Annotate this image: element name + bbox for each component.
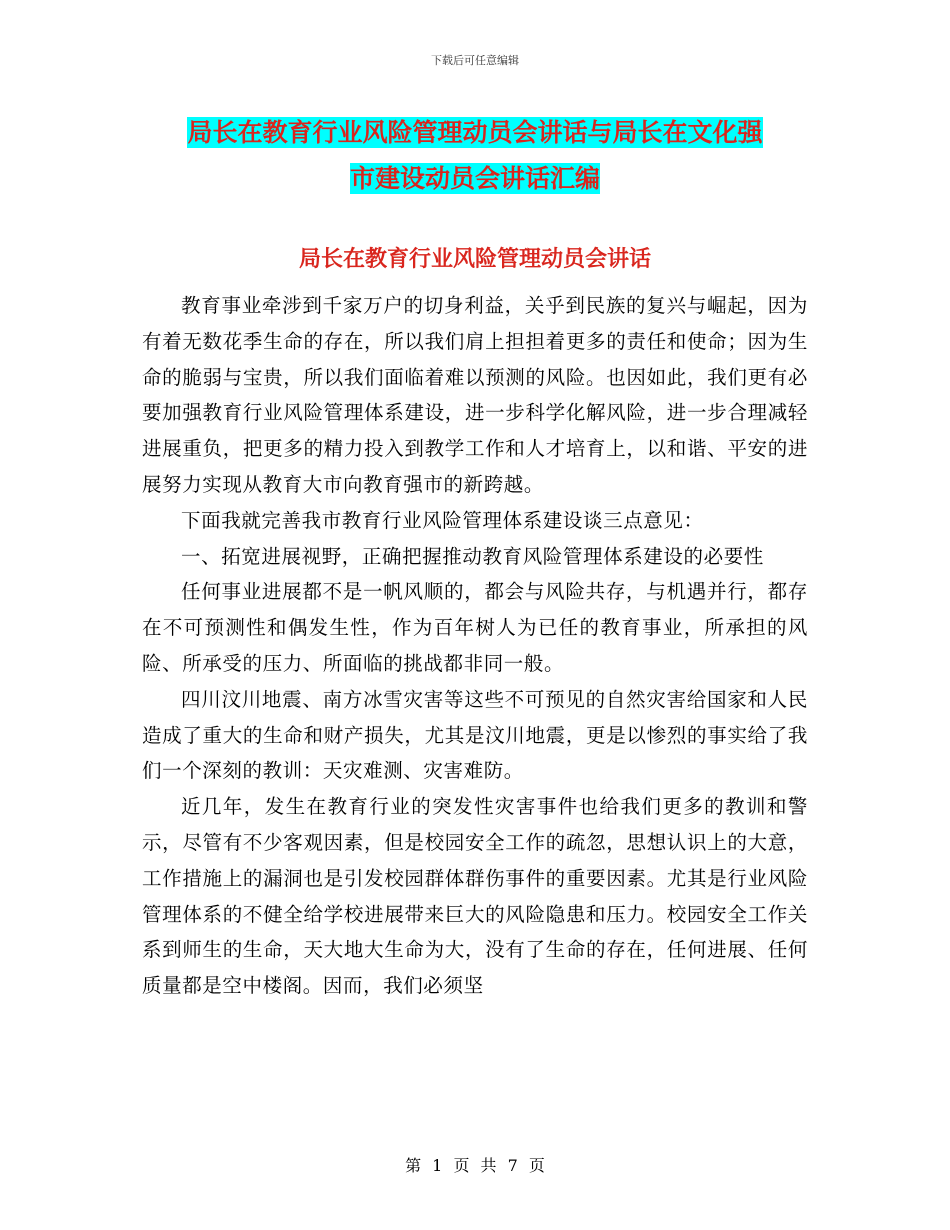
document-title-line-2: 市建设动员会讲话汇编 [349, 164, 600, 193]
paragraph: 一、拓宽进展视野，正确把握推动教育风险管理体系建设的必要性 [181, 544, 764, 568]
page-number: 第 1 页 共 7 页 [405, 1156, 545, 1175]
paragraph: 四川汶川地震、南方冰雪灾害等这些不可预见的自然灾害给国家和人民造成了重大的生命和财产损失，尤其是汶川地震，更是以惨烈的事实给了我们一个深刻的教训：天灾难测、灾害难防。 [142, 687, 808, 783]
paragraph: 教育事业牵涉到千家万户的切身利益，关乎到民族的复兴与崛起，因为有着无数花季生命的存在，所以我们肩上担担着更多的责任和使命；因为生命的脆弱与宝贵，所以我们面临着难以预测的风险。也因如此，我们更有必要加强教育行业风险管理体系建设，进一步科学化解风险，进一步合理减轻进展重负，把更多的精力投入到教学工作和人才培育上，以和谐、平安的进展努力实现从教育大市向教育强市的新跨越。 [142, 294, 808, 496]
document-title-line-1: 局长在教育行业风险管理动员会讲话与局长在文化强 [187, 118, 763, 147]
paragraph: 近几年，发生在教育行业的突发性灾害事件也给我们更多的教训和警示，尽管有不少客观因素，但是校园安全工作的疏忽，思想认识上的大意，工作措施上的漏洞也是引发校园群体群伤事件的重要因素。尤其是行业风险管理体系的不健全给学校进展带来巨大的风险隐患和压力。校园安全工作关系到师生的生命，天大地大生命为大，没有了生命的存在，任何进展、任何质量都是空中楼阁。因而，我们必须坚 [142, 795, 808, 998]
page-header-note: 下载后可任意编辑 [431, 54, 519, 67]
document-title [140, 110, 810, 202]
document-body [142, 288, 808, 1004]
paragraph: 任何事业进展都不是一帆风顺的，都会与风险共存，与机遇并行，都存在不可预测性和偶发生性，作为百年树人为已任的教育事业，所承担的风险、所承受的压力、所面临的挑战都非同一般。 [142, 580, 808, 675]
section-title: 局长在教育行业风险管理动员会讲话 [298, 247, 651, 272]
paragraph: 下面我就完善我市教育行业风险管理体系建设谈三点意见： [181, 508, 704, 532]
